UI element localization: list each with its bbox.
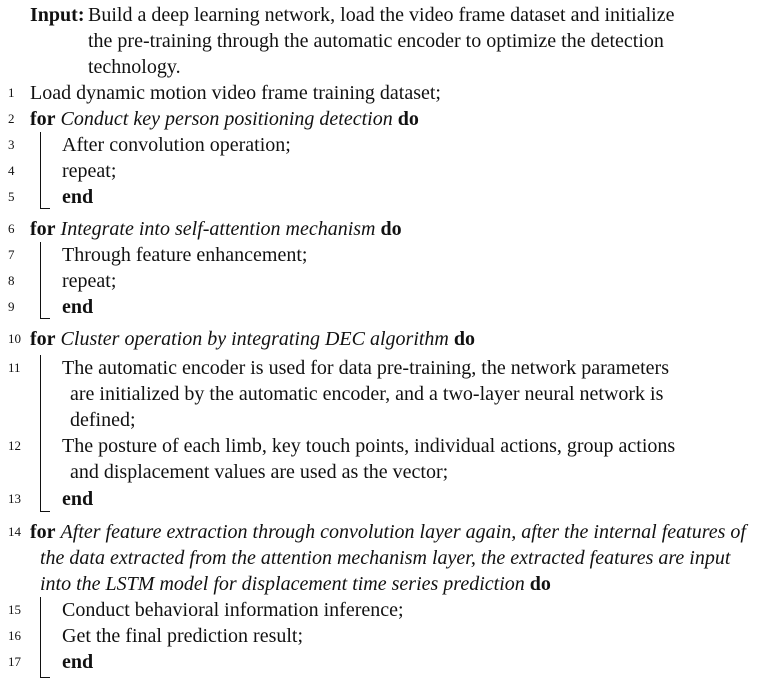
statement-line: are initialized by the automatic encoder, and a two-layer neural network is [70,383,664,405]
statement: After convolution operation; [62,134,291,156]
statement: Conduct behavioral information inference; [62,599,404,621]
loop-condition: Cluster operation by integrating DEC algorithm [60,328,449,350]
line-number: 6 [8,221,15,236]
for-keyword: for [30,328,56,350]
for-statement [30,106,419,132]
statement-line: The automatic encoder is used for data pre-training, the network parameters [62,357,669,379]
loop-condition: After feature extraction through convolution layer again, after the internal features of [60,521,746,543]
line-number: 1 [8,85,15,100]
statement-line: and displacement values are used as the vector; [70,461,449,483]
input-text-line-1: Build a deep learning network, load the video frame dataset and initialize [88,4,675,26]
end-keyword: end [62,296,94,318]
line-number: 12 [8,438,21,453]
input-text-line-2: the pre-training through the automatic encoder to optimize the detection [88,30,664,52]
line-number: 16 [8,628,21,643]
loop-condition: Conduct key person positioning detection [60,108,393,130]
statement: Through feature enhancement; [62,244,308,266]
for-keyword: for [30,108,56,130]
end-keyword: end [62,186,94,208]
line-number: 8 [8,273,15,288]
statement-line: defined; [70,409,136,431]
line-number: 17 [8,654,21,669]
end-keyword: end [62,651,94,673]
line-number: 9 [8,299,15,314]
for-statement [30,326,475,352]
input-label: Input: [30,4,85,26]
for-keyword: for [30,521,56,543]
block-foot [40,511,50,512]
block-bar [40,132,41,208]
block-bar [40,242,41,318]
block-foot [40,677,50,678]
do-keyword: do [380,218,402,240]
line-number: 7 [8,247,15,262]
for-statement [30,519,746,545]
do-keyword: do [453,328,476,350]
loop-condition-line: the data extracted from the attention mechanism layer, the extracted features are input [40,547,731,569]
do-keyword: do [529,573,551,595]
for-statement [30,216,402,242]
line-number: 15 [8,602,21,617]
block-bar [40,355,41,511]
line-number: 10 [8,331,21,346]
line-number: 2 [8,111,15,126]
statement-line: The posture of each limb, key touch points, individual actions, group actions [62,435,676,457]
block-foot [40,208,50,209]
block-bar [40,597,41,677]
statement: repeat; [62,270,117,292]
statement: repeat; [62,160,117,182]
end-keyword: end [62,488,94,510]
line-number: 14 [8,524,21,539]
for-keyword: for [30,218,56,240]
line-number: 11 [8,360,21,375]
statement: Get the final prediction result; [62,625,304,647]
statement: Load dynamic motion video frame training dataset; [30,82,441,104]
block-foot [40,318,50,319]
do-keyword: do [397,108,419,130]
line-number: 3 [8,137,15,152]
input-text-line-3: technology. [88,56,181,78]
loop-condition: Integrate into self-attention mechanism [60,218,376,240]
line-number: 4 [8,163,15,178]
line-number: 13 [8,491,21,506]
line-number: 5 [8,189,15,204]
loop-condition-line: into the LSTM model for displacement time series prediction do [40,573,551,595]
